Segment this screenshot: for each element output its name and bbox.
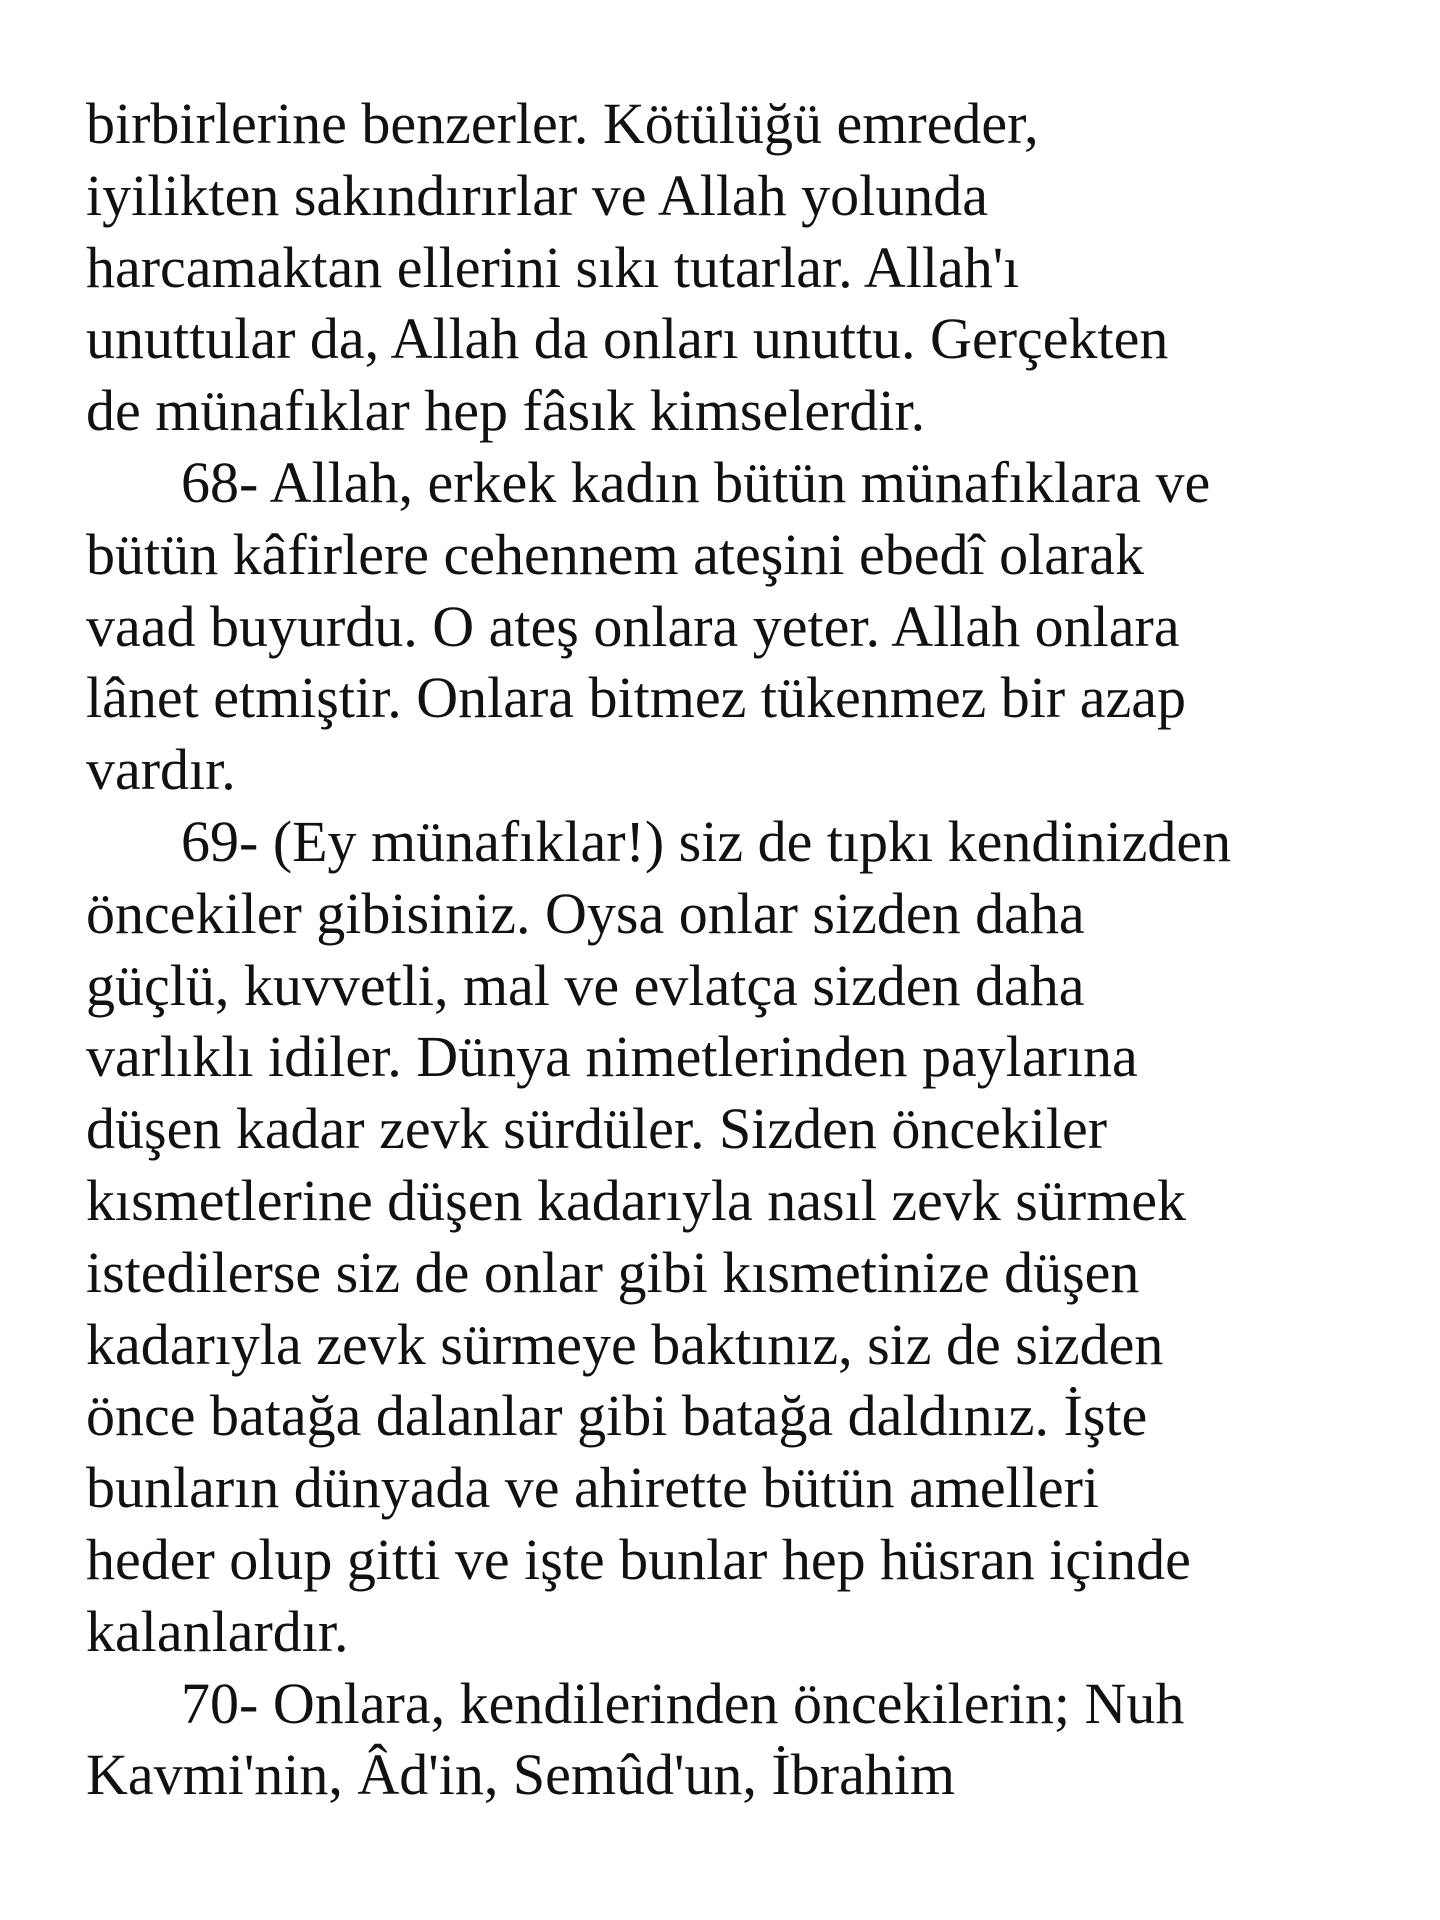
text-line: unuttular da, Allah da onları unuttu. Gerçekten: [86, 306, 1169, 372]
text-line: de münafıklar hep fâsık kimselerdir.: [86, 378, 926, 444]
text-line: harcamaktan ellerini sıkı tutarlar. Allah'ı: [86, 234, 1020, 300]
text-line: önce batağa dalanlar gibi batağa daldınız. İşte: [86, 1383, 1148, 1449]
text-line: istedilerse siz de onlar gibi kısmetinize düşen: [86, 1239, 1140, 1305]
text-line: lânet etmiştir. Onlara bitmez tükenmez bir azap: [86, 665, 1186, 731]
text-line: öncekiler gibisiniz. Oysa onlar sizden daha: [86, 880, 1085, 946]
text-line: bütün kâfirlere cehennem ateşini ebedî olarak: [86, 521, 1145, 587]
text-line: varlıklı idiler. Dünya nimetlerinden paylarına: [86, 1024, 1138, 1090]
document-page: [86, 88, 1406, 1811]
text-line: kadarıyla zevk sürmeye baktınız, siz de sizden: [86, 1311, 1164, 1377]
text-line: kalanlardır.: [86, 1598, 349, 1664]
text-line: bunların dünyada ve ahirette bütün amelleri: [86, 1455, 1100, 1521]
text-line: vaad buyurdu. O ateş onlara yeter. Allah onlara: [86, 593, 1180, 659]
text-line: birbirlerine benzerler. Kötülüğü emreder,: [86, 91, 1039, 156]
verse-70-start: 70- Onlara, kendilerinden öncekilerin; Nuh: [181, 1670, 1185, 1736]
text-line: Kavmi'nin, Âd'in, Semûd'un, İbrahim: [86, 1742, 956, 1808]
verse-69-start: 69- (Ey münafıklar!) siz de tıpkı kendinizden: [181, 808, 1232, 874]
verse-68-start: 68- Allah, erkek kadın bütün münafıklara ve: [181, 449, 1211, 515]
text-line: güçlü, kuvvetli, mal ve evlatça sizden daha: [86, 952, 1085, 1018]
text-line: düşen kadar zevk sürdüler. Sizden öncekiler: [86, 1096, 1108, 1162]
text-line: iyilikten sakındırırlar ve Allah yolunda: [86, 162, 989, 228]
text-line: heder olup gitti ve işte bunlar hep hüsran içinde: [86, 1526, 1191, 1592]
text-line: vardır.: [86, 737, 236, 803]
text-line: kısmetlerine düşen kadarıyla nasıl zevk sürmek: [86, 1167, 1187, 1233]
